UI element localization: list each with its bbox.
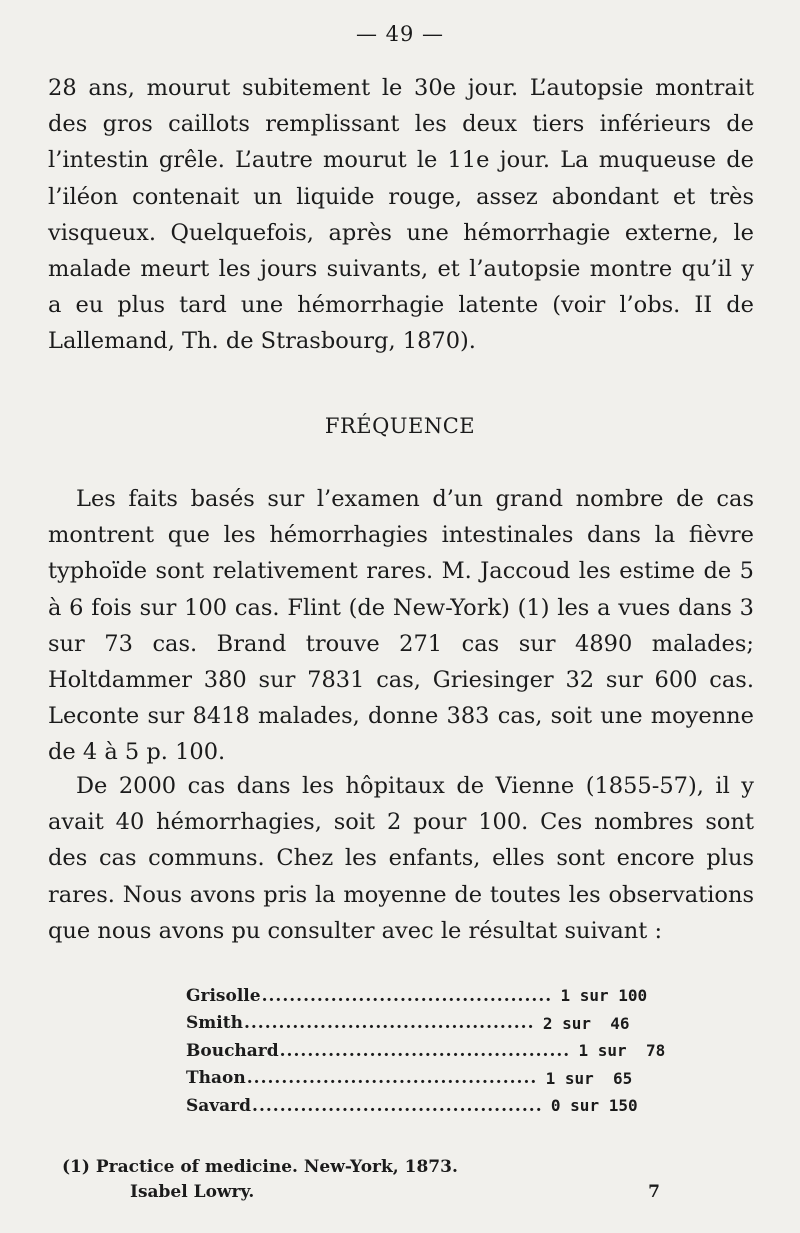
paragraph-autopsy: 28 ans, mourut subitement le 30e jour. L’autopsie montrait des gros caillots remplissant les deux tiers inférieurs de l’intestin grêle. L’autre mourut le 11e jour. La muqueuse de l’iléon contenait un liquide rouge, assez abondant et très visqueux. Quelquefois, après une hémorrhagie externe, le malade meurt les jours suivants, et l’autopsie montre qu’il y a eu plus tard une hémorrhagie latente (voir l’obs. II de Lallemand, Th. de Strasbourg, 1870). [48,75,754,355]
stat-row [186,1065,633,1093]
statistics-list [186,982,666,1120]
stat-row [186,982,648,1010]
stat-name: Smith [186,1013,243,1034]
section-heading: FRÉQUENCE [324,414,476,438]
stat-name: Grisolle [186,985,261,1006]
dot-leader: .......................................... [279,1040,571,1061]
stat-name: Bouchard [186,1040,279,1061]
paragraph-frequency: Les faits basés sur l’examen d’un grand nombre de cas montrent que les hémorrhagies intestinales dans la fièvre typhoïde sont relativement rares. M. Jaccoud les estime de 5 à 6 fois sur 100 cas. Flint (de New-York) (1) les a vues dans 3 sur 73 cas. Brand trouve 271 cas sur 4890 malades; Holtdammer 380 sur 7831 cas, Griesinger 32 sur 600 cas. Leconte sur 8418 malades, donne 383 cas, soit une moyenne de 4 à 5 p. 100. [48,486,754,766]
stat-value: 1 sur 78 [578,1041,666,1061]
dot-leader: .......................................... [261,985,553,1006]
stat-name: Thaon [186,1068,246,1089]
stat-value: 0 sur 150 [550,1096,638,1116]
stat-row [186,1037,666,1065]
stat-value: 2 sur 46 [542,1013,630,1033]
stat-row [186,1092,638,1120]
signature-line [130,1182,660,1202]
stat-row [186,1010,630,1038]
paragraph-vienne: De 2000 cas dans les hôpitaux de Vienne (1855-57), il y avait 40 hémorrhagies, soit 2 pour 100. Ces nombres sont des cas communs. Chez les enfants, elles sont encore plus rares. Nous avons pris la moyenne de toutes les observations que nous avons pu consulter avec le résultat suivant : [48,773,754,944]
dot-leader: .......................................... [246,1068,538,1089]
signature-name: Isabel Lowry. [130,1182,255,1202]
stat-value: 1 sur 100 [560,986,648,1006]
dot-leader: .......................................... [252,1095,543,1116]
page-number: — 49 — [355,22,445,46]
stat-value: 1 sur 65 [545,1068,633,1088]
footnote: (1) Practice of medicine. New-York, 1873. [62,1157,458,1177]
signature-mark: 7 [648,1182,660,1202]
stat-name: Savard [186,1095,252,1116]
dot-leader: .......................................... [243,1013,535,1034]
